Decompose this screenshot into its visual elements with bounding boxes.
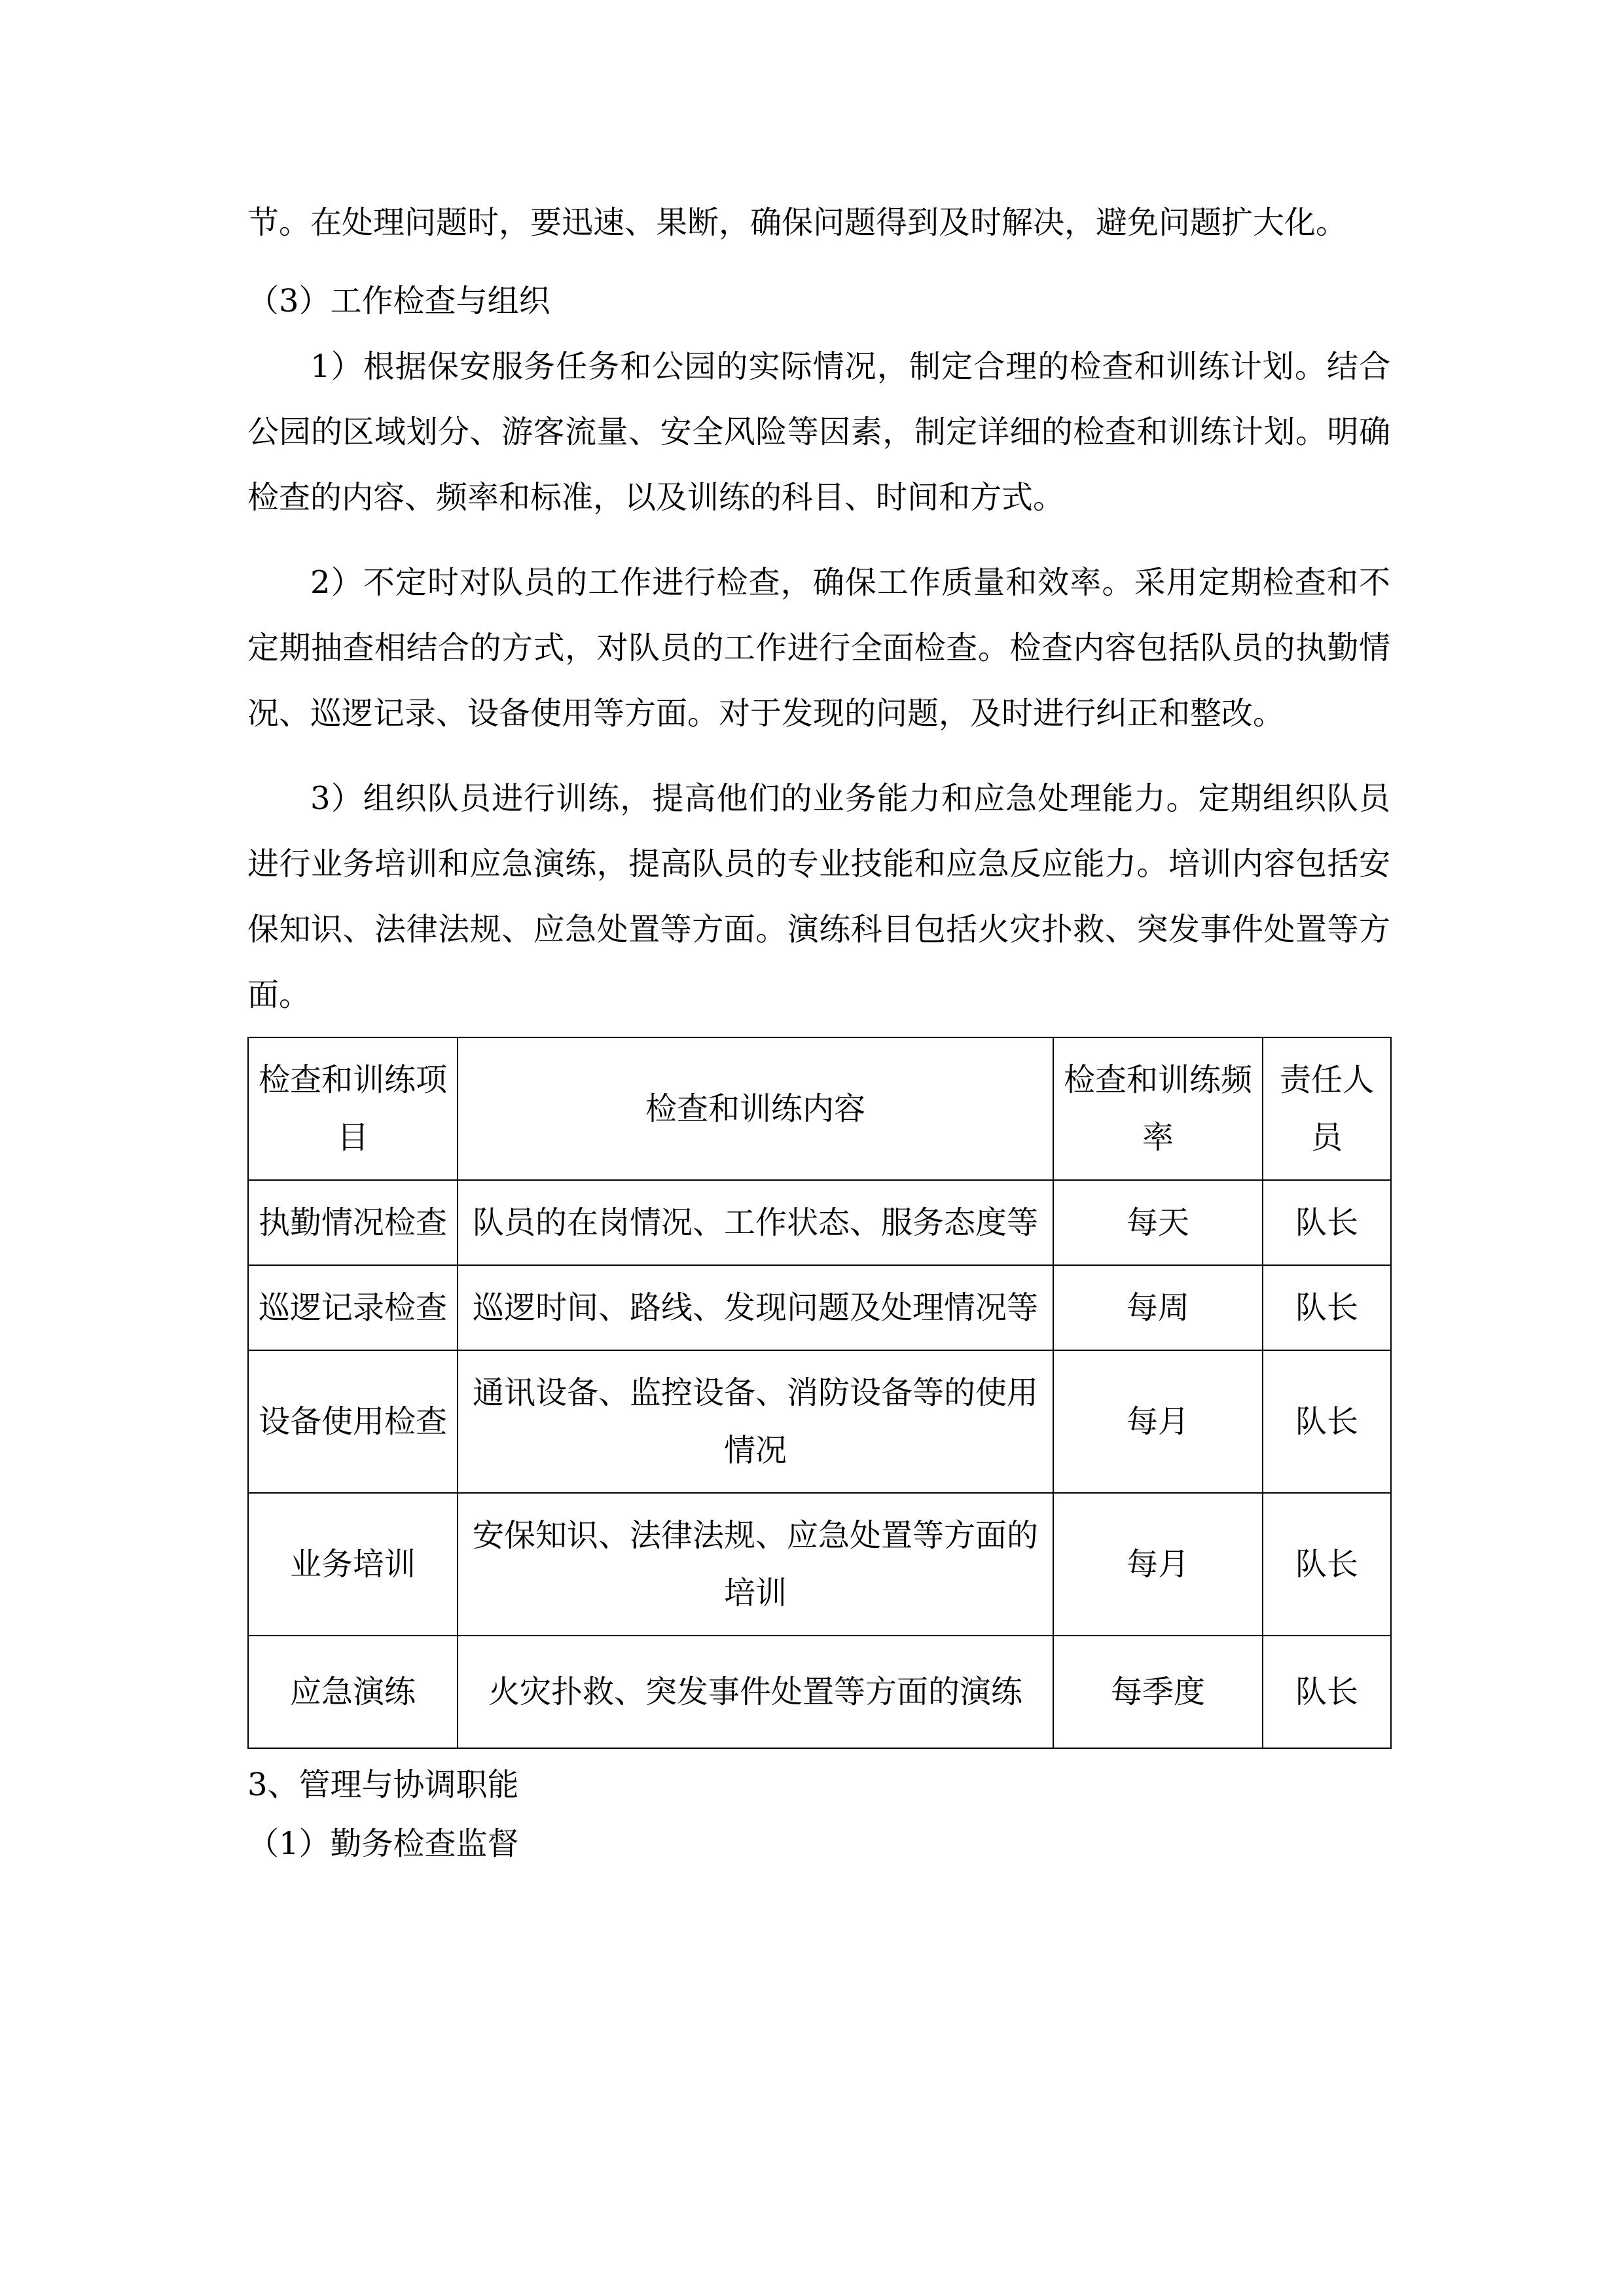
inspection-training-table: [247, 1037, 1392, 1749]
cell-content: 火灾扑救、突发事件处置等方面的演练: [458, 1636, 1053, 1748]
cell-frequency: 每天: [1053, 1180, 1263, 1265]
cell-responsible: 队长: [1263, 1493, 1391, 1636]
cell-item: 设备使用检查: [248, 1350, 458, 1493]
paragraph-continuation: 节。在处理问题时，要迅速、果断，确保问题得到及时解决，避免问题扩大化。: [247, 204, 1348, 241]
cell-item: 执勤情况检查: [248, 1180, 458, 1265]
cell-content: 队员的在岗情况、工作状态、服务态度等: [458, 1180, 1053, 1265]
cell-content: 通讯设备、监控设备、消防设备等的使用情况: [458, 1350, 1053, 1493]
item-1: 1）根据保安服务任务和公园的实际情况，制定合理的检查和训练计划。结合公园的区域划分、游客流量、安全风险等因素，制定详细的检查和训练计划。明确检查的内容、频率和标准，以及训练的科目、时间和方式。: [247, 348, 1390, 516]
table-header-row: [248, 1037, 1391, 1180]
subsection-heading: （1）勤务检查监督: [247, 1825, 519, 1862]
cell-responsible: 队长: [1263, 1265, 1391, 1350]
header-responsible: 责任人员: [1263, 1037, 1391, 1180]
cell-frequency: 每周: [1053, 1265, 1263, 1350]
table-row: [248, 1636, 1391, 1748]
cell-frequency: 每季度: [1053, 1636, 1263, 1748]
section-heading: 3、管理与协调职能: [247, 1767, 519, 1803]
header-content: 检查和训练内容: [458, 1037, 1053, 1180]
table-row: [248, 1265, 1391, 1350]
table-row: [248, 1350, 1391, 1493]
item-2: 2）不定时对队员的工作进行检查，确保工作质量和效率。采用定期检查和不定期抽查相结合的方式，对队员的工作进行全面检查。检查内容包括队员的执勤情况、巡逻记录、设备使用等方面。对于发现的问题，及时进行纠正和整改。: [247, 564, 1390, 732]
cell-responsible: 队长: [1263, 1180, 1391, 1265]
cell-content: 安保知识、法律法规、应急处置等方面的培训: [458, 1493, 1053, 1636]
cell-responsible: 队长: [1263, 1636, 1391, 1748]
table-row: [248, 1493, 1391, 1636]
header-frequency: 检查和训练频率: [1053, 1037, 1263, 1180]
cell-content: 巡逻时间、路线、发现问题及处理情况等: [458, 1265, 1053, 1350]
item-3: 3）组织队员进行训练，提高他们的业务能力和应急处理能力。定期组织队员进行业务培训和应急演练，提高队员的专业技能和应急反应能力。培训内容包括安保知识、法律法规、应急处置等方面。演练科目包括火灾扑救、突发事件处置等方面。: [247, 780, 1390, 1013]
cell-item: 业务培训: [248, 1493, 458, 1636]
header-item: 检查和训练项目: [248, 1037, 458, 1180]
page-content: [247, 190, 1390, 1873]
section-title: （3）工作检查与组织: [247, 283, 550, 319]
cell-item: 应急演练: [248, 1636, 458, 1748]
cell-item: 巡逻记录检查: [248, 1265, 458, 1350]
cell-frequency: 每月: [1053, 1493, 1263, 1636]
table-row: [248, 1180, 1391, 1265]
cell-responsible: 队长: [1263, 1350, 1391, 1493]
cell-frequency: 每月: [1053, 1350, 1263, 1493]
